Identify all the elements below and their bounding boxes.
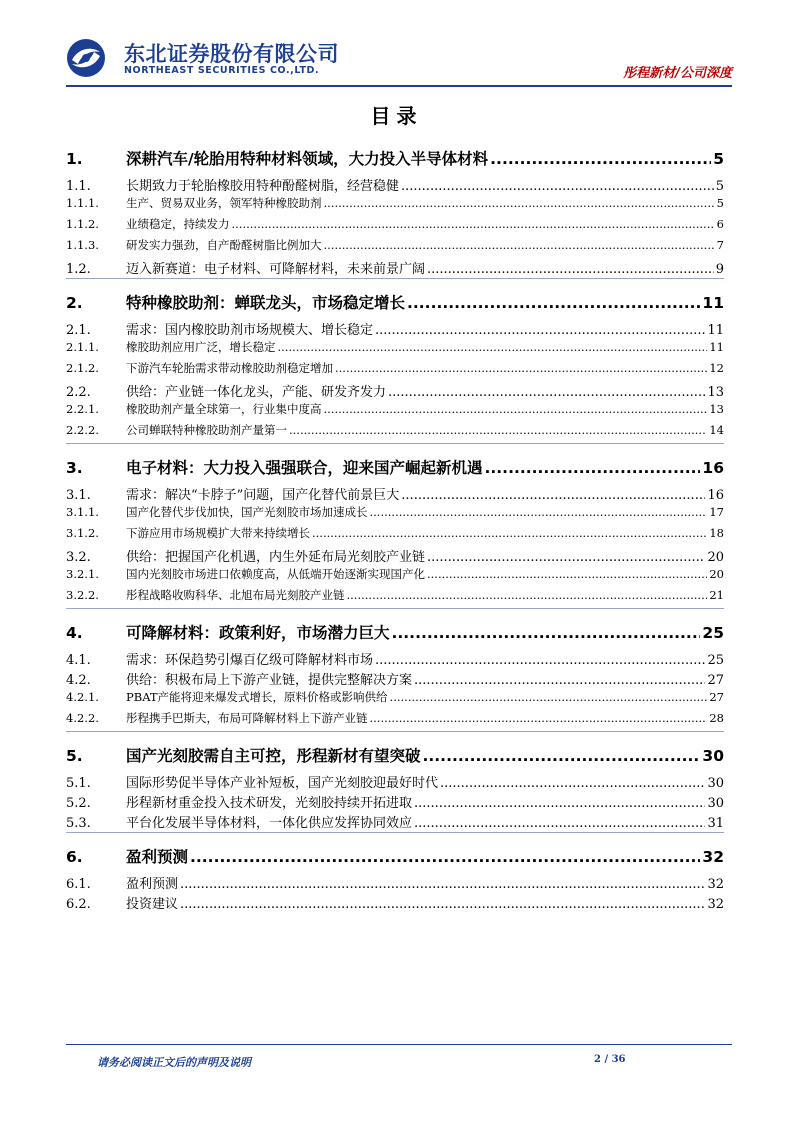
- toc-section-row[interactable]: [66, 484, 724, 504]
- toc-entry-title: 特种橡胶助剂：蝉联龙头，市场稳定增长: [126, 294, 406, 312]
- report-tag: 彤程新材/公司深度: [623, 66, 732, 81]
- toc-subsection-row[interactable]: [66, 689, 724, 710]
- toc-subsection-row[interactable]: [66, 339, 724, 360]
- toc-entry-page: 25: [707, 653, 724, 668]
- toc-entry-page: 30: [702, 747, 724, 765]
- toc-entry-page: 5: [715, 179, 724, 194]
- page-title: 目录: [370, 104, 423, 128]
- toc-entry-title: 需求：国内橡胶助剂市场规模大、增长稳定: [126, 323, 374, 338]
- toc-section-row[interactable]: [66, 258, 724, 278]
- toc-entry-page: 12: [709, 361, 724, 375]
- toc-entry-number: 2.2.1.: [66, 402, 99, 416]
- toc-section-row[interactable]: [66, 175, 724, 195]
- toc-entry-number: 2.1.2.: [66, 361, 99, 375]
- toc-entry-number: 1.: [66, 150, 83, 168]
- toc-leader-dots: [414, 673, 705, 688]
- toc-entry-title: 盈利预测: [126, 848, 189, 866]
- toc-chapter-row[interactable]: [66, 291, 724, 313]
- toc-entry-page: 25: [702, 624, 724, 642]
- toc-entry-title: 橡胶助剂产量全球第一，行业集中度高: [126, 402, 322, 416]
- toc-leader-dots: [370, 711, 708, 725]
- toc-leader-dots: [392, 624, 701, 642]
- toc-entry-page: 5: [716, 196, 724, 210]
- toc-subsection-row[interactable]: [66, 195, 724, 216]
- toc-entry-number: 1.1.2.: [66, 217, 99, 231]
- toc-entry-title: 迈入新赛道：电子材料、可降解材料，未来前景广阔: [126, 262, 426, 277]
- toc-section-row[interactable]: [66, 649, 724, 669]
- toc-subsection-row[interactable]: [66, 525, 724, 546]
- toc-entry-title: 投资建议: [126, 897, 179, 912]
- toc-entry-page: 14: [709, 423, 724, 437]
- toc-entry-page: 16: [707, 488, 724, 503]
- section-separator: [66, 832, 724, 833]
- toc-leader-dots: [324, 238, 715, 252]
- toc-entry-page: 30: [707, 776, 724, 791]
- toc-leader-dots: [401, 179, 714, 194]
- toc-section-row[interactable]: [66, 381, 724, 401]
- toc-entry-number: 5.3.: [66, 816, 91, 831]
- toc-entry-page: 17: [709, 505, 724, 519]
- toc-entry-page: 32: [707, 897, 724, 912]
- toc-entry-page: 32: [702, 848, 724, 866]
- toc-entry-number: 5.1.: [66, 776, 91, 791]
- toc-subsection-row[interactable]: [66, 216, 724, 237]
- toc-subsection-row[interactable]: [66, 587, 724, 608]
- toc-entry-title: 业绩稳定，持续发力: [126, 217, 230, 231]
- toc-entry-title: 下游汽车轮胎需求带动橡胶助剂稳定增加: [126, 361, 333, 375]
- footer-disclaimer: 请务必阅读正文后的声明及说明: [97, 1056, 251, 1069]
- toc-subsection-row[interactable]: [66, 504, 724, 525]
- toc-entry-title: 深耕汽车/轮胎用特种材料领域，大力投入半导体材料: [126, 150, 489, 168]
- toc-entry-page: 27: [709, 690, 724, 704]
- toc-leader-dots: [289, 423, 707, 437]
- toc-section-row[interactable]: [66, 546, 724, 566]
- toc-leader-dots: [324, 402, 708, 416]
- toc-section-row[interactable]: [66, 772, 724, 792]
- toc-entry-title: 供给：积极布局上下游产业链，提供完整解决方案: [126, 673, 413, 688]
- toc-entry-page: 31: [707, 816, 724, 831]
- toc-entry-number: 4.2.2.: [66, 711, 99, 725]
- toc-entry-page: 11: [707, 323, 724, 338]
- toc-chapter-row[interactable]: [66, 456, 724, 478]
- toc-leader-dots: [485, 459, 701, 477]
- toc-section-row[interactable]: [66, 873, 724, 893]
- toc-entry-number: 1.1.: [66, 179, 91, 194]
- toc-entry-page: 6: [716, 217, 724, 231]
- toc-entry-title: 需求：解决“卡脖子”问题，国产化替代前景巨大: [126, 488, 400, 503]
- toc-entry-page: 20: [709, 567, 724, 581]
- toc-entry-title: 供给：产业链一体化龙头，产能、研发齐发力: [126, 385, 387, 400]
- toc-subsection-row[interactable]: [66, 566, 724, 587]
- toc-leader-dots: [324, 196, 715, 210]
- toc-entry-number: 2.2.2.: [66, 423, 99, 437]
- toc-leader-dots: [190, 848, 700, 866]
- toc-entry-title: 长期致力于轮胎橡胶用特种酚醛树脂，经营稳健: [126, 179, 400, 194]
- toc-leader-dots: [375, 323, 705, 338]
- toc-subsection-row[interactable]: [66, 422, 724, 443]
- toc-entry-title: 彤程新材重金投入技术研发，光刻胶持续开拓进取: [126, 796, 413, 811]
- toc-entry-number: 4.1.: [66, 653, 91, 668]
- toc-leader-dots: [180, 897, 705, 912]
- toc-entry-number: 3.2.1.: [66, 567, 99, 581]
- toc-entry-title: 彤程携手巴斯夫，布局可降解材料上下游产业链: [126, 711, 368, 725]
- toc-section-row[interactable]: [66, 893, 724, 913]
- toc-entry-title: 可降解材料：政策利好，市场潜力巨大: [126, 624, 390, 642]
- toc-section-row[interactable]: [66, 319, 724, 339]
- section-separator: [66, 278, 724, 279]
- toc-entry-page: 5: [713, 150, 724, 168]
- toc-entry-title: 国际形势促半导体产业补短板，国产光刻胶迎最好时代: [126, 776, 439, 791]
- toc-leader-dots: [401, 488, 705, 503]
- toc-leader-dots: [427, 550, 705, 565]
- toc-entry-page: 18: [709, 526, 724, 540]
- toc-leader-dots: [414, 796, 705, 811]
- toc-entry-title: 橡胶助剂应用广泛，增长稳定: [126, 340, 276, 354]
- section-separator: [66, 731, 724, 732]
- toc-entry-title: 需求：环保趋势引爆百亿级可降解材料市场: [126, 653, 374, 668]
- page-header: [66, 38, 732, 82]
- toc-entry-number: 3.2.: [66, 550, 91, 565]
- toc-entry-page: 30: [707, 796, 724, 811]
- toc-entry-title: 公司蝉联特种橡胶助剂产量第一: [126, 423, 287, 437]
- toc-entry-title: 生产、贸易双业务，领军特种橡胶助剂: [126, 196, 322, 210]
- toc-chapter-row[interactable]: [66, 845, 724, 867]
- company-name-cn: 东北证券股份有限公司: [124, 42, 339, 66]
- toc-leader-dots: [232, 217, 715, 231]
- toc-entry-number: 2.1.: [66, 323, 91, 338]
- toc-entry-number: 2.2.: [66, 385, 91, 400]
- toc-leader-dots: [335, 361, 707, 375]
- toc-leader-dots: [375, 653, 705, 668]
- toc-entry-page: 27: [707, 673, 724, 688]
- toc-entry-number: 3.1.1.: [66, 505, 99, 519]
- company-logo-icon: [66, 38, 106, 78]
- toc-entry-title: 研发实力强劲，自产酚醛树脂比例加大: [126, 238, 322, 252]
- toc-section-row[interactable]: [66, 669, 724, 689]
- toc-entry-title: 国内光刻胶市场进口依赖度高，从低端开始逐渐实现国产化: [126, 567, 425, 581]
- toc-leader-dots: [312, 526, 707, 540]
- toc-entry-number: 1.1.1.: [66, 196, 99, 210]
- section-separator: [66, 443, 724, 444]
- toc-entry-title: 供给：把握国产化机遇，内生外延布局光刻胶产业链: [126, 550, 426, 565]
- toc-entry-number: 4.2.1.: [66, 690, 99, 704]
- toc-entry-title: 彤程战略收购科华、北旭布局光刻胶产业链: [126, 588, 345, 602]
- toc-chapter-row[interactable]: [66, 744, 724, 766]
- toc-entry-number: 3.: [66, 459, 83, 477]
- footer-divider: [66, 1044, 732, 1045]
- toc-leader-dots: [427, 262, 714, 277]
- company-name-en: NORTHEAST SECURITIES CO.,LTD.: [124, 65, 320, 76]
- toc-entry-number: 3.1.: [66, 488, 91, 503]
- toc-entry-number: 5.: [66, 747, 83, 765]
- toc-leader-dots: [490, 150, 711, 168]
- toc-entry-page: 13: [709, 402, 724, 416]
- toc-leader-dots: [414, 816, 705, 831]
- toc-entry-page: 7: [716, 238, 724, 252]
- page-number: 2 / 36: [594, 1054, 626, 1065]
- toc-entry-number: 6.1.: [66, 877, 91, 892]
- toc-entry-number: 1.2.: [66, 262, 91, 277]
- toc-entry-title: PBAT产能将迎来爆发式增长，原料价格或影响供给: [126, 690, 388, 704]
- toc-leader-dots: [180, 877, 705, 892]
- toc-entry-title: 盈利预测: [126, 877, 179, 892]
- toc-entry-number: 6.2.: [66, 897, 91, 912]
- toc-entry-title: 电子材料：大力投入强强联合，迎来国产崛起新机遇: [126, 459, 483, 477]
- toc-entry-number: 5.2.: [66, 796, 91, 811]
- toc-leader-dots: [370, 505, 708, 519]
- toc-leader-dots: [388, 385, 705, 400]
- section-separator: [66, 608, 724, 609]
- header-divider: [66, 85, 732, 87]
- toc-subsection-row[interactable]: [66, 710, 724, 731]
- toc-entry-page: 32: [707, 877, 724, 892]
- toc-leader-dots: [440, 776, 705, 791]
- toc-leader-dots: [278, 340, 708, 354]
- toc-subsection-row[interactable]: [66, 401, 724, 422]
- toc-entry-number: 6.: [66, 848, 83, 866]
- toc-leader-dots: [390, 690, 708, 704]
- toc-entry-number: 2.1.1.: [66, 340, 99, 354]
- toc-leader-dots: [423, 747, 701, 765]
- toc-entry-title: 平台化发展半导体材料，一体化供应发挥协同效应: [126, 816, 413, 831]
- toc-entry-number: 3.1.2.: [66, 526, 99, 540]
- toc-entry-page: 16: [702, 459, 724, 477]
- toc-entry-number: 2.: [66, 294, 83, 312]
- toc-entry-title: 国产化替代步伐加快，国产光刻胶市场加速成长: [126, 505, 368, 519]
- table-of-contents: [66, 135, 724, 913]
- toc-entry-page: 13: [707, 385, 724, 400]
- toc-entry-page: 11: [709, 340, 724, 354]
- toc-entry-number: 1.1.3.: [66, 238, 99, 252]
- toc-entry-page: 21: [709, 588, 724, 602]
- toc-leader-dots: [347, 588, 708, 602]
- toc-entry-title: 下游应用市场规模扩大带来持续增长: [126, 526, 310, 540]
- toc-entry-page: 9: [715, 262, 724, 277]
- toc-entry-page: 28: [709, 711, 724, 725]
- toc-subsection-row[interactable]: [66, 360, 724, 381]
- toc-section-row[interactable]: [66, 812, 724, 832]
- toc-entry-number: 4.2.: [66, 673, 91, 688]
- toc-entry-title: 国产光刻胶需自主可控，彤程新材有望突破: [126, 747, 421, 765]
- toc-entry-page: 20: [707, 550, 724, 565]
- toc-leader-dots: [407, 294, 700, 312]
- toc-chapter-row[interactable]: [66, 147, 724, 169]
- toc-subsection-row[interactable]: [66, 237, 724, 258]
- toc-entry-page: 11: [702, 294, 724, 312]
- toc-entry-number: 3.2.2.: [66, 588, 99, 602]
- toc-entry-number: 4.: [66, 624, 83, 642]
- toc-section-row[interactable]: [66, 792, 724, 812]
- toc-chapter-row[interactable]: [66, 621, 724, 643]
- toc-leader-dots: [427, 567, 707, 581]
